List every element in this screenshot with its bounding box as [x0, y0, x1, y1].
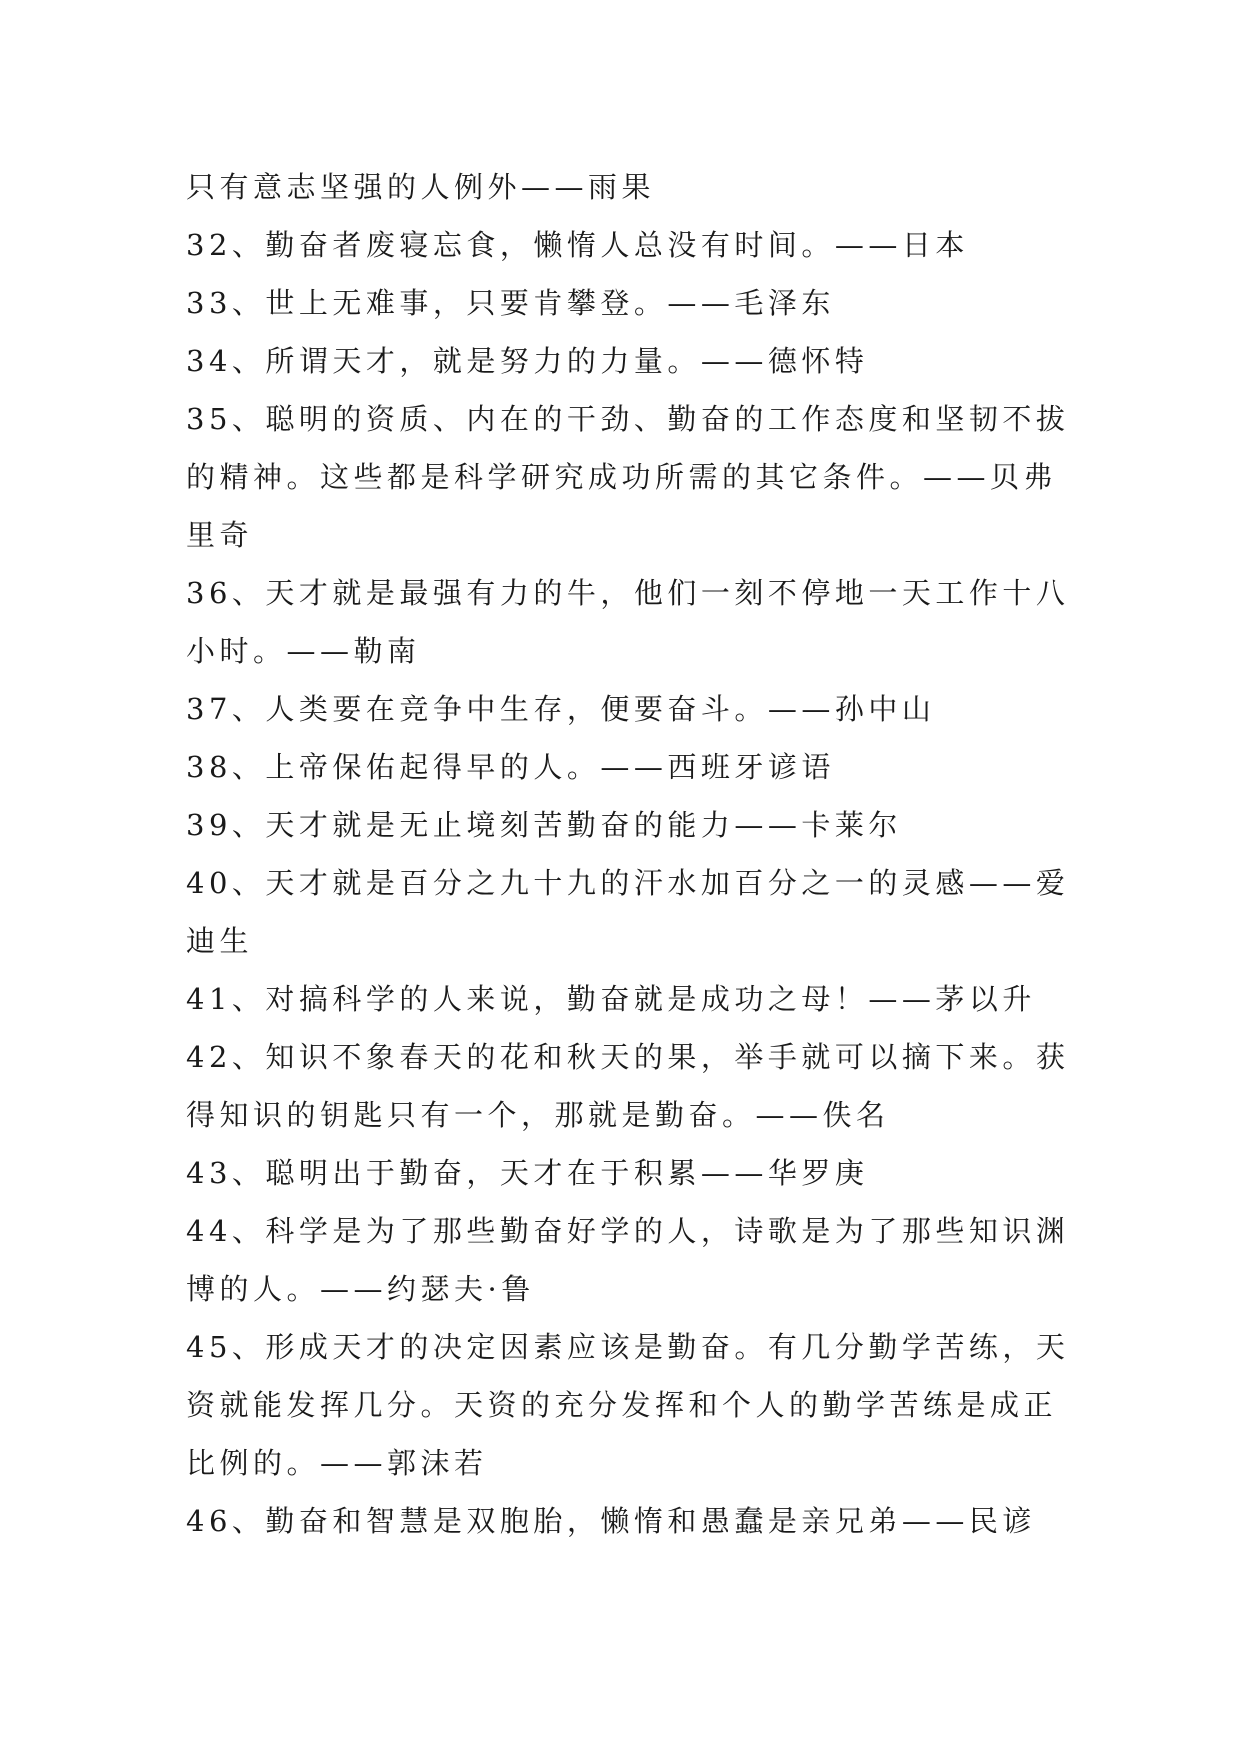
quote-paragraph	[186, 796, 1066, 854]
text-line: 35、聪明的资质、内在的干劲、勤奋的工作态度和坚韧不拔	[186, 402, 1070, 436]
text-line: 的精神。这些都是科学研究成功所需的其它条件。——贝弗	[186, 460, 1058, 494]
quote-paragraph	[186, 738, 1066, 796]
quote-paragraph	[186, 1492, 1066, 1550]
text-line: 39、天才就是无止境刻苦勤奋的能力——卡莱尔	[186, 808, 902, 842]
document-body	[186, 158, 1070, 1550]
quote-paragraph	[186, 1144, 1066, 1202]
quote-paragraph	[186, 274, 1066, 332]
text-line: 34、所谓天才，就是努力的力量。——德怀特	[186, 344, 869, 378]
text-line: 36、天才就是最强有力的牛，他们一刻不停地一天工作十八	[186, 576, 1070, 610]
text-line: 42、知识不象春天的花和秋天的果，举手就可以摘下来。获	[186, 1040, 1070, 1074]
quote-paragraph	[186, 680, 1066, 738]
quote-paragraph	[186, 332, 1066, 390]
text-line: 得知识的钥匙只有一个，那就是勤奋。——佚名	[186, 1098, 890, 1132]
text-line: 比例的。——郭沫若	[186, 1446, 488, 1480]
text-line: 博的人。——约瑟夫·鲁	[186, 1272, 535, 1306]
text-line: 44、科学是为了那些勤奋好学的人，诗歌是为了那些知识渊	[186, 1214, 1070, 1248]
quote-paragraph	[186, 854, 1070, 970]
quote-paragraph	[186, 1318, 1070, 1492]
text-line: 46、勤奋和智慧是双胞胎，懒惰和愚蠢是亲兄弟——民谚	[186, 1504, 1036, 1538]
quote-paragraph	[186, 1028, 1070, 1144]
text-line: 41、对搞科学的人来说，勤奋就是成功之母！——茅以升	[186, 982, 1036, 1016]
text-line: 37、人类要在竞争中生存，便要奋斗。——孙中山	[186, 692, 936, 726]
quote-paragraph	[186, 1202, 1070, 1318]
text-line: 38、上帝保佑起得早的人。——西班牙谚语	[186, 750, 835, 784]
text-line: 里奇	[186, 518, 254, 552]
quote-paragraph	[186, 390, 1070, 564]
text-line: 只有意志坚强的人例外——雨果	[186, 170, 656, 204]
text-line: 32、勤奋者废寝忘食，懒惰人总没有时间。——日本	[186, 228, 969, 262]
quote-paragraph	[186, 216, 1066, 274]
text-line: 45、形成天才的决定因素应该是勤奋。有几分勤学苦练，天	[186, 1330, 1070, 1364]
quote-paragraph	[186, 564, 1070, 680]
text-line: 资就能发挥几分。天资的充分发挥和个人的勤学苦练是成正	[186, 1388, 1058, 1422]
text-line: 40、天才就是百分之九十九的汗水加百分之一的灵感——爱	[186, 866, 1070, 900]
text-line: 33、世上无难事，只要肯攀登。——毛泽东	[186, 286, 835, 320]
text-line: 小时。——勒南	[186, 634, 421, 668]
text-line: 43、聪明出于勤奋，天才在于积累——华罗庚	[186, 1156, 869, 1190]
quote-paragraph	[186, 970, 1066, 1028]
quote-paragraph	[186, 158, 1066, 216]
text-line: 迪生	[186, 924, 254, 958]
